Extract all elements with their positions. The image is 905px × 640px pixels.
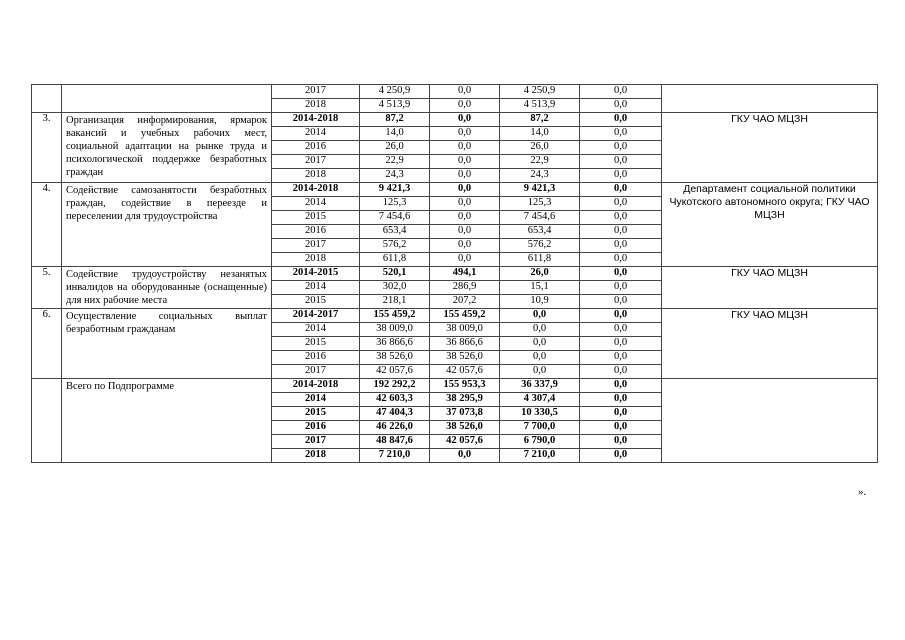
regional-budget-cell: 24,3: [500, 169, 580, 183]
total-amount-cell: 9 421,3: [360, 183, 430, 197]
federal-budget-cell: 38 526,0: [430, 421, 500, 435]
federal-budget-cell: 155 459,2: [430, 309, 500, 323]
total-amount-cell: 125,3: [360, 197, 430, 211]
other-sources-cell: 0,0: [580, 365, 662, 379]
total-amount-cell: 48 847,6: [360, 435, 430, 449]
other-sources-cell: 0,0: [580, 267, 662, 281]
federal-budget-cell: 0,0: [430, 127, 500, 141]
federal-budget-cell: 0,0: [430, 449, 500, 463]
federal-budget-cell: 0,0: [430, 239, 500, 253]
federal-budget-cell: 0,0: [430, 169, 500, 183]
table-row: [32, 309, 878, 323]
item-name-cell: Всего по Подпрограмме: [62, 379, 272, 463]
item-index-cell: [32, 379, 62, 463]
regional-budget-cell: 576,2: [500, 239, 580, 253]
federal-budget-cell: 0,0: [430, 211, 500, 225]
period-cell: 2017: [272, 435, 360, 449]
item-index-cell: 3.: [32, 113, 62, 183]
other-sources-cell: 0,0: [580, 197, 662, 211]
total-amount-cell: 38 009,0: [360, 323, 430, 337]
total-amount-cell: 155 459,2: [360, 309, 430, 323]
federal-budget-cell: 38 009,0: [430, 323, 500, 337]
total-amount-cell: 38 526,0: [360, 351, 430, 365]
regional-budget-cell: 0,0: [500, 309, 580, 323]
total-amount-cell: 218,1: [360, 295, 430, 309]
regional-budget-cell: 6 790,0: [500, 435, 580, 449]
other-sources-cell: 0,0: [580, 407, 662, 421]
regional-budget-cell: 10 330,5: [500, 407, 580, 421]
other-sources-cell: 0,0: [580, 379, 662, 393]
item-name-cell: Содействие самозанятости безработных граждан, содействие в переезде и переселении для трудоустройства: [62, 183, 272, 267]
item-name-cell: Содействие трудоустройству незанятых инвалидов на оборудованные (оснащенные) для них рабочие места: [62, 267, 272, 309]
federal-budget-cell: 0,0: [430, 155, 500, 169]
other-sources-cell: 0,0: [580, 99, 662, 113]
regional-budget-cell: 15,1: [500, 281, 580, 295]
regional-budget-cell: 36 337,9: [500, 379, 580, 393]
table-row: [32, 183, 878, 197]
closing-quote-mark: ».: [858, 486, 867, 498]
regional-budget-cell: 4 307,4: [500, 393, 580, 407]
regional-budget-cell: 4 513,9: [500, 99, 580, 113]
total-amount-cell: 24,3: [360, 169, 430, 183]
federal-budget-cell: 0,0: [430, 225, 500, 239]
federal-budget-cell: 38 295,9: [430, 393, 500, 407]
total-amount-cell: 302,0: [360, 281, 430, 295]
item-index-cell: 5.: [32, 267, 62, 309]
item-name-cell: [62, 85, 272, 113]
item-index-cell: 6.: [32, 309, 62, 379]
total-amount-cell: 22,9: [360, 155, 430, 169]
period-cell: 2014-2018: [272, 379, 360, 393]
other-sources-cell: 0,0: [580, 211, 662, 225]
total-amount-cell: 7 454,6: [360, 211, 430, 225]
period-cell: 2018: [272, 169, 360, 183]
regional-budget-cell: 0,0: [500, 365, 580, 379]
federal-budget-cell: 0,0: [430, 253, 500, 267]
period-cell: 2017: [272, 365, 360, 379]
other-sources-cell: 0,0: [580, 85, 662, 99]
total-amount-cell: 26,0: [360, 141, 430, 155]
total-amount-cell: 7 210,0: [360, 449, 430, 463]
total-amount-cell: 42 603,3: [360, 393, 430, 407]
total-amount-cell: 4 513,9: [360, 99, 430, 113]
period-cell: 2014-2018: [272, 183, 360, 197]
period-cell: 2018: [272, 253, 360, 267]
other-sources-cell: 0,0: [580, 337, 662, 351]
regional-budget-cell: 26,0: [500, 267, 580, 281]
other-sources-cell: 0,0: [580, 393, 662, 407]
federal-budget-cell: 155 953,3: [430, 379, 500, 393]
responsible-executor-cell: Департамент социальной политики Чукотского автономного округа; ГКУ ЧАО МЦЗН: [662, 183, 878, 267]
regional-budget-cell: 0,0: [500, 337, 580, 351]
total-amount-cell: 87,2: [360, 113, 430, 127]
regional-budget-cell: 7 454,6: [500, 211, 580, 225]
regional-budget-cell: 14,0: [500, 127, 580, 141]
period-cell: 2016: [272, 421, 360, 435]
regional-budget-cell: 4 250,9: [500, 85, 580, 99]
other-sources-cell: 0,0: [580, 183, 662, 197]
period-cell: 2014: [272, 197, 360, 211]
other-sources-cell: 0,0: [580, 225, 662, 239]
total-amount-cell: 192 292,2: [360, 379, 430, 393]
responsible-executor-cell: ГКУ ЧАО МЦЗН: [662, 309, 878, 379]
federal-budget-cell: 0,0: [430, 85, 500, 99]
total-amount-cell: 14,0: [360, 127, 430, 141]
regional-budget-cell: 26,0: [500, 141, 580, 155]
period-cell: 2015: [272, 407, 360, 421]
other-sources-cell: 0,0: [580, 141, 662, 155]
other-sources-cell: 0,0: [580, 127, 662, 141]
other-sources-cell: 0,0: [580, 253, 662, 267]
total-amount-cell: 576,2: [360, 239, 430, 253]
regional-budget-cell: 22,9: [500, 155, 580, 169]
federal-budget-cell: 207,2: [430, 295, 500, 309]
total-amount-cell: 611,8: [360, 253, 430, 267]
regional-budget-cell: 10,9: [500, 295, 580, 309]
item-index-cell: [32, 85, 62, 113]
total-amount-cell: 36 866,6: [360, 337, 430, 351]
period-cell: 2015: [272, 337, 360, 351]
federal-budget-cell: 0,0: [430, 141, 500, 155]
other-sources-cell: 0,0: [580, 281, 662, 295]
federal-budget-cell: 0,0: [430, 113, 500, 127]
period-cell: 2016: [272, 351, 360, 365]
period-cell: 2018: [272, 449, 360, 463]
other-sources-cell: 0,0: [580, 435, 662, 449]
total-amount-cell: 653,4: [360, 225, 430, 239]
period-cell: 2016: [272, 225, 360, 239]
other-sources-cell: 0,0: [580, 113, 662, 127]
table-row: [32, 113, 878, 127]
other-sources-cell: 0,0: [580, 155, 662, 169]
period-cell: 2014: [272, 127, 360, 141]
total-amount-cell: 4 250,9: [360, 85, 430, 99]
total-amount-cell: 47 404,3: [360, 407, 430, 421]
table-row: [32, 85, 878, 99]
total-amount-cell: 46 226,0: [360, 421, 430, 435]
federal-budget-cell: 36 866,6: [430, 337, 500, 351]
period-cell: 2014-2017: [272, 309, 360, 323]
item-name-cell: Организация информирования, ярмарок вакансий и учебных рабочих мест, социальной адаптации на рынке труда и психологической поддержке безработных граждан: [62, 113, 272, 183]
period-cell: 2014: [272, 281, 360, 295]
federal-budget-cell: 42 057,6: [430, 435, 500, 449]
period-cell: 2017: [272, 85, 360, 99]
other-sources-cell: 0,0: [580, 309, 662, 323]
period-cell: 2014: [272, 393, 360, 407]
federal-budget-cell: 37 073,8: [430, 407, 500, 421]
other-sources-cell: 0,0: [580, 351, 662, 365]
federal-budget-cell: 0,0: [430, 183, 500, 197]
item-index-cell: 4.: [32, 183, 62, 267]
federal-budget-cell: 42 057,6: [430, 365, 500, 379]
regional-budget-cell: 125,3: [500, 197, 580, 211]
responsible-executor-cell: [662, 379, 878, 463]
federal-budget-cell: 0,0: [430, 99, 500, 113]
regional-budget-cell: 653,4: [500, 225, 580, 239]
regional-budget-cell: 0,0: [500, 323, 580, 337]
period-cell: 2016: [272, 141, 360, 155]
table-row: [32, 267, 878, 281]
total-amount-cell: 520,1: [360, 267, 430, 281]
regional-budget-cell: 9 421,3: [500, 183, 580, 197]
item-name-cell: Осуществление социальных выплат безработным гражданам: [62, 309, 272, 379]
other-sources-cell: 0,0: [580, 239, 662, 253]
responsible-executor-cell: ГКУ ЧАО МЦЗН: [662, 113, 878, 183]
regional-budget-cell: 611,8: [500, 253, 580, 267]
regional-budget-cell: 7 210,0: [500, 449, 580, 463]
period-cell: 2014-2015: [272, 267, 360, 281]
other-sources-cell: 0,0: [580, 295, 662, 309]
federal-budget-cell: 286,9: [430, 281, 500, 295]
federal-budget-cell: 0,0: [430, 197, 500, 211]
period-cell: 2018: [272, 99, 360, 113]
period-cell: 2015: [272, 295, 360, 309]
other-sources-cell: 0,0: [580, 323, 662, 337]
responsible-executor-cell: ГКУ ЧАО МЦЗН: [662, 267, 878, 309]
federal-budget-cell: 494,1: [430, 267, 500, 281]
other-sources-cell: 0,0: [580, 421, 662, 435]
other-sources-cell: 0,0: [580, 449, 662, 463]
regional-budget-cell: 87,2: [500, 113, 580, 127]
regional-budget-cell: 7 700,0: [500, 421, 580, 435]
period-cell: 2015: [272, 211, 360, 225]
period-cell: 2014-2018: [272, 113, 360, 127]
responsible-cell: [662, 85, 878, 113]
regional-budget-cell: 0,0: [500, 351, 580, 365]
other-sources-cell: 0,0: [580, 169, 662, 183]
period-cell: 2014: [272, 323, 360, 337]
table-row: [32, 379, 878, 393]
total-amount-cell: 42 057,6: [360, 365, 430, 379]
period-cell: 2017: [272, 155, 360, 169]
federal-budget-cell: 38 526,0: [430, 351, 500, 365]
period-cell: 2017: [272, 239, 360, 253]
program-funding-table: [31, 84, 878, 463]
